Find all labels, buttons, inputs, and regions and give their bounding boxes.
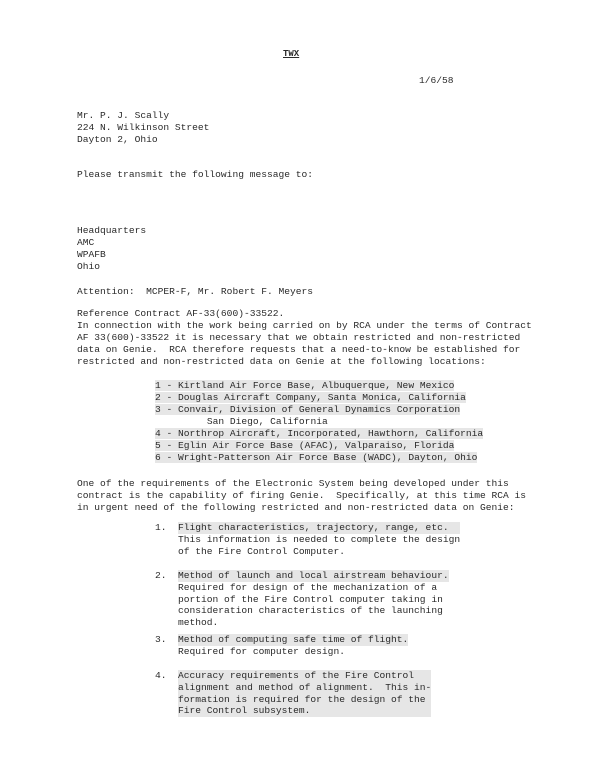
header-code: TWX <box>283 49 300 59</box>
paragraph-line: contract is the capability of firing Genie. Specifically, at this time RCA is <box>77 490 527 501</box>
destination-line: Ohio <box>77 261 101 272</box>
location-item: 3 - Convair, Division of General Dynamics Corporation <box>155 404 461 415</box>
location-item: 4 - Northrop Aircraft, Incorporated, Hawthorn, California <box>155 428 484 439</box>
letter-date: 1/6/58 <box>419 75 454 86</box>
destination-line: WPAFB <box>77 249 106 260</box>
requirement-line: method. <box>178 617 219 629</box>
location-item: 2 - Douglas Aircraft Company, Santa Monica, California <box>155 392 466 403</box>
recipient-name: Mr. P. J. Scally <box>77 110 170 121</box>
requirement-line: Accuracy requirements of the Fire Control <box>178 670 431 682</box>
location-item: 6 - Wright-Patterson Air Force Base (WADC), Dayton, Ohio <box>155 452 478 463</box>
paragraph-line: in urgent need of the following restricted and non-restricted data on Genie: <box>77 502 515 513</box>
recipient-city: Dayton 2, Ohio <box>77 134 158 145</box>
location-item: 5 - Eglin Air Force Base (AFAC), Valparaiso, Florida <box>155 440 455 451</box>
requirement-line: Fire Control subsystem. <box>178 705 431 717</box>
requirement-line: of the Fire Control Computer. <box>178 545 345 557</box>
reference-line: Reference Contract AF-33(600)-33522. <box>77 308 285 319</box>
requirement-item <box>178 670 431 717</box>
requirement-line: Method of launch and local airstream behaviour. <box>178 570 449 581</box>
requirement-number: 4. <box>155 670 167 681</box>
requirement-item <box>178 522 460 557</box>
location-item: 1 - Kirtland Air Force Base, Albuquerque, New Mexico <box>155 380 455 391</box>
requirement-line: portion of the Fire Control computer taking in <box>178 593 443 605</box>
transmit-instruction: Please transmit the following message to: <box>77 169 314 180</box>
attention-line: Attention: MCPER-F, Mr. Robert F. Meyers <box>77 286 314 297</box>
requirement-line: alignment and method of alignment. This in- <box>178 681 432 693</box>
destination-line: AMC <box>77 237 95 248</box>
requirement-line: formation is required for the design of the <box>178 694 431 706</box>
requirement-number: 3. <box>155 634 167 645</box>
paragraph-line: AF 33(600)-33522 it is necessary that we obtain restricted and non-restricted <box>77 332 521 343</box>
destination-line: Headquarters <box>77 225 147 236</box>
recipient-street: 224 N. Wilkinson Street <box>77 122 210 133</box>
paragraph-line: data on Genie. RCA therefore requests that a need-to-know be established for <box>77 344 521 355</box>
requirement-line: This information is needed to complete the design <box>178 533 461 545</box>
requirement-line: Method of computing safe time of flight. <box>178 634 409 645</box>
requirement-line: Flight characteristics, trajectory, range, etc. <box>178 522 460 534</box>
location-item-continued: San Diego, California <box>155 416 328 427</box>
paragraph-line: One of the requirements of the Electronic System being developed under this <box>77 478 509 489</box>
paragraph-line: In connection with the work being carried on by RCA under the terms of Contract <box>77 320 532 331</box>
requirement-line: Required for design of the mechanization of a <box>178 581 438 593</box>
requirement-item <box>178 634 408 658</box>
requirement-number: 2. <box>155 570 167 581</box>
requirement-line: consideration characteristics of the launching <box>178 605 443 617</box>
requirement-number: 1. <box>155 522 167 533</box>
paragraph-line: restricted and non-restricted data on Genie at the following locations: <box>77 356 486 367</box>
requirement-item <box>178 570 449 629</box>
requirement-line: Required for computer design. <box>178 645 345 657</box>
